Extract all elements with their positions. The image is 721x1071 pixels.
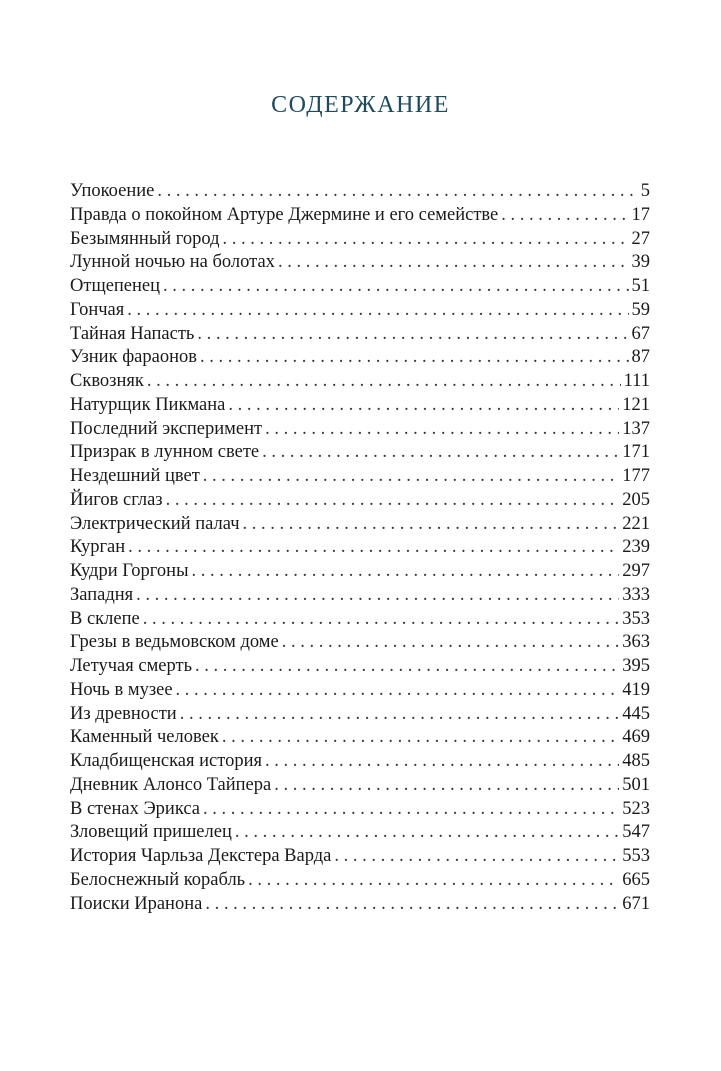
toc-entry-title: Натурщик Пикмана [70,394,226,415]
toc-entry [70,774,650,798]
toc-entry-page: 177 [622,466,650,486]
toc-entry [70,608,650,632]
toc-entry [70,228,650,252]
toc-entry-page: 469 [622,727,650,748]
toc-entry-page: 671 [622,893,650,914]
toc-entry [70,726,650,750]
dot-leader [265,750,619,774]
toc-entry-page: 485 [622,751,650,771]
toc-entry-title: Узник фараонов [70,347,197,368]
toc-entry-page: 5 [640,181,650,201]
toc-entry-title: Курган [70,537,126,558]
toc-entry [70,180,650,204]
toc-entry-page: 111 [623,371,650,391]
toc-entry-page: 353 [622,608,650,629]
dot-leader [180,703,620,727]
dot-leader [243,513,620,537]
toc-entry-page: 523 [622,798,650,819]
dot-leader [222,726,619,750]
toc-entry-title: Поиски Иранона [70,893,203,914]
toc-entry [70,655,650,679]
toc-entry-title: Летучая смерть [70,656,193,676]
dot-leader [200,346,629,370]
toc-entry-page: 17 [631,204,650,225]
dot-leader [223,228,629,252]
toc-entry [70,418,650,442]
toc-entry-title: Электрический палач [70,513,240,534]
toc-entry-title: Кладбищенская история [70,751,262,771]
toc-entry-page: 51 [631,276,650,296]
toc-entry-page: 137 [622,418,650,439]
toc-entry-title: Тайная Напасть [70,323,195,344]
toc-entry-title: Гончая [70,299,125,320]
toc-entry-title: Призрак в лунном свете [70,442,260,463]
dot-leader [282,631,620,655]
dot-leader [334,845,619,869]
toc-entry-title: Йигов сглаз [70,489,163,510]
toc-entry-page: 205 [622,489,650,510]
toc-entry-page: 87 [631,347,650,368]
toc-entry-title: Правда о покойном Артуре Джермине и его семействе [70,204,499,225]
toc-entry-page: 419 [622,679,650,700]
dot-leader [278,251,629,275]
toc-entry-title: Сквозняк [70,371,144,391]
toc-entry-page: 171 [622,442,650,463]
dot-leader [501,204,628,228]
toc-entry [70,251,650,275]
toc-entry-title: Нездешний цвет [70,466,200,486]
toc-entry-page: 333 [622,584,650,605]
toc-entry-title: Западня [70,584,134,605]
toc-entry-page: 553 [622,846,650,866]
toc-entry-title: Дневник Алонсо Тайпера [70,774,272,795]
toc-entry-title: Отщепенец [70,276,161,296]
toc-entry-title: История Чарльза Декстера Варда [70,846,332,866]
toc-entry-title: Кудри Горгоны [70,561,189,581]
toc-entry-page: 395 [622,656,650,676]
toc-entry-title: Грезы в ведьмовском доме [70,632,279,653]
dot-leader [274,774,619,798]
toc-entry [70,584,650,608]
toc-entry [70,798,650,822]
toc-entry-page: 121 [622,394,650,415]
dot-leader [128,536,619,560]
toc-entry [70,536,650,560]
toc-entry-title: Безымянный город [70,228,220,249]
toc-entry-title: Упокоение [70,181,155,201]
dot-leader [166,489,620,513]
toc-entry-title: В стенах Эрикса [70,798,200,819]
toc-entry-page: 297 [622,561,650,581]
toc-entry-page: 59 [631,299,650,320]
toc-entry-page: 501 [622,774,650,795]
toc-entry-title: Последний эксперимент [70,418,263,439]
toc-entry [70,845,650,869]
dot-leader [203,798,619,822]
toc-entry [70,370,650,394]
dot-leader [248,869,619,893]
dot-leader [143,608,620,632]
toc-entry [70,489,650,513]
toc-entry [70,821,650,845]
dot-leader [157,180,637,204]
dot-leader [205,893,619,917]
toc-entry [70,394,650,418]
dot-leader [127,299,628,323]
toc-entry-title: Каменный человек [70,727,219,748]
table-of-contents [70,180,650,916]
toc-entry-title: Лунной ночью на болотах [70,252,275,273]
dot-leader [265,418,619,442]
toc-entry [70,560,650,584]
toc-entry [70,346,650,370]
toc-entry [70,299,650,323]
toc-entry [70,323,650,347]
toc-entry-title: Зловещий пришелец [70,822,232,843]
toc-entry [70,465,650,489]
toc-entry-title: Ночь в музее [70,679,173,700]
dot-leader [228,394,619,418]
dot-leader [176,679,620,703]
toc-entry [70,893,650,917]
dot-leader [192,560,620,584]
toc-entry-title: В склепе [70,608,140,629]
toc-entry [70,275,650,299]
dot-leader [197,323,628,347]
toc-entry [70,869,650,893]
toc-entry-title: Белоснежный корабль [70,869,246,890]
toc-entry-page: 221 [622,513,650,534]
toc-entry-page: 27 [631,228,650,249]
page-title: СОДЕРЖАНИЕ [271,92,450,118]
toc-entry [70,703,650,727]
toc-entry-page: 445 [622,703,650,724]
toc-entry-title: Из древности [70,703,177,724]
toc-entry-page: 39 [631,252,650,273]
toc-entry [70,750,650,774]
dot-leader [262,441,619,465]
toc-entry-page: 239 [622,537,650,558]
toc-entry [70,513,650,537]
toc-entry [70,441,650,465]
toc-entry-page: 67 [631,323,650,344]
dot-leader [163,275,628,299]
toc-entry [70,631,650,655]
dot-leader [136,584,619,608]
toc-entry-page: 363 [622,632,650,653]
dot-leader [195,655,619,679]
toc-entry-page: 547 [622,822,650,843]
toc-entry [70,204,650,228]
toc-entry [70,679,650,703]
dot-leader [203,465,619,489]
toc-entry-page: 665 [622,869,650,890]
dot-leader [147,370,621,394]
dot-leader [235,821,619,845]
